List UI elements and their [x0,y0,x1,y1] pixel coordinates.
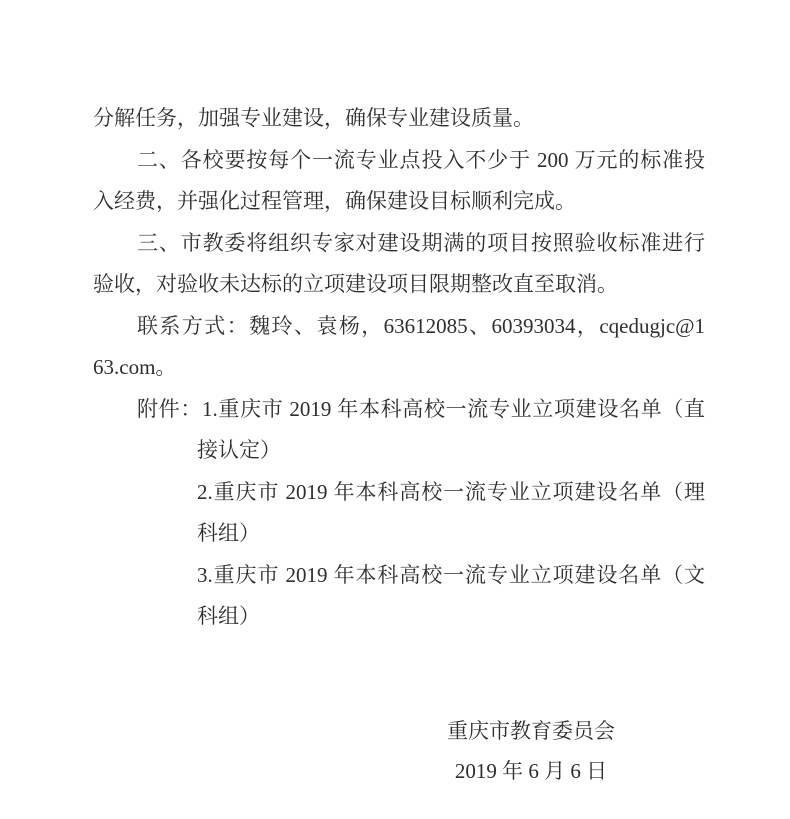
doc-line-2: 二、各校要按每个一流专业点投入不少于 200 万元的标准投 [137,147,705,172]
signature-date: 2019 年 6 月 6 日 [454,758,608,783]
doc-line-8-attachment-label: 附件：1.重庆市 2019 年本科高校一流专业立项建设名单（直 [137,396,705,421]
doc-line-12: 3.重庆市 2019 年本科高校一流专业立项建设名单（文 [197,562,705,587]
signature-org: 重庆市教育委员会 [447,719,615,743]
doc-line-5: 验收，对验收未达标的立项建设项目限期整改直至取消。 [93,272,618,296]
doc-line-10: 2.重庆市 2019 年本科高校一流专业立项建设名单（理 [197,479,705,504]
signature-block [359,712,703,791]
doc-line-7: 63.com。 [93,355,177,379]
doc-line-1: 分解任务，加强专业建设，确保专业建设质量。 [93,106,534,130]
doc-line-13: 科组） [197,604,260,628]
doc-line-6: 联系方式：魏玲、袁杨，63612085、60393034，cqedugjc@1 [137,313,705,338]
document-body [93,98,705,638]
doc-line-11: 科组） [197,521,260,545]
doc-line-9: 接认定） [197,438,281,462]
doc-line-4: 三、市教委将组织专家对建设期满的项目按照验收标准进行 [137,230,705,255]
doc-line-3: 入经费，并强化过程管理，确保建设目标顺利完成。 [93,189,576,213]
